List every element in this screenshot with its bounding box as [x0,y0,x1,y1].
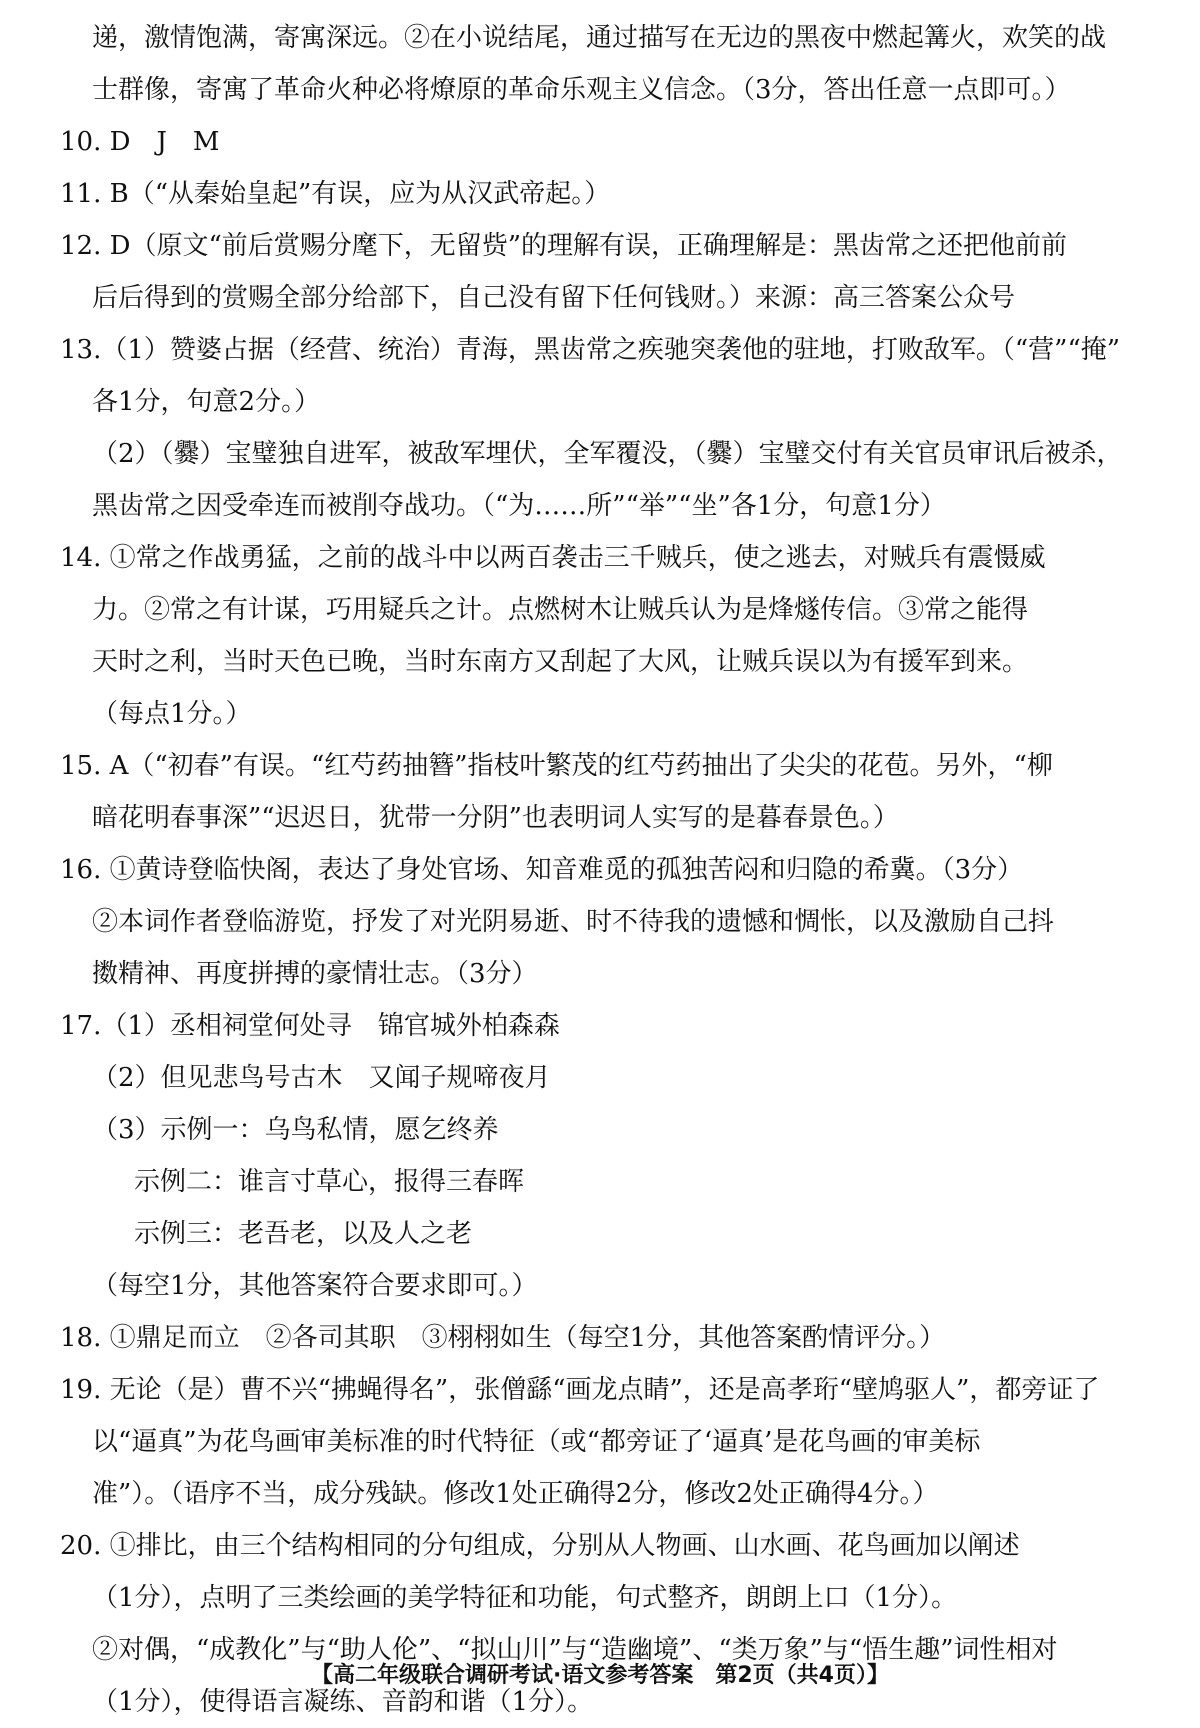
text-line: 准”）。（语序不当，成分残缺。修改1处正确得2分，修改2处正确得4分。） [92,1479,939,1509]
text-line: 14. ①常之作战勇猛，之前的战斗中以两百袭击三千贼兵，使之逃去，对贼兵有震慑威 [60,543,1046,573]
text-line: 后后得到的赏赐全部分给部下，自己没有留下任何钱财。）来源：高三答案公众号 [92,283,1016,313]
answer-item-20 [60,1520,1140,1728]
text-line: （每空1分，其他答案符合要求即可。） [92,1271,538,1301]
text-line: 黑齿常之因受牵连而被削夺战功。（“为……所”“举”“坐”各1分，句意1分） [92,491,946,521]
text-line: 擞精神、再度拼搏的豪情壮志。（3分） [92,959,538,989]
text-line: （每点1分。） [92,699,252,729]
text-line: 天时之利，当时天色已晚，当时东南方又刮起了大风，让贼兵误以为有援军到来。 [92,647,1029,677]
text-line: 递，激情饱满，寄寓深远。②在小说结尾，通过描写在无边的黑夜中燃起篝火，欢笑的战 [92,23,1107,53]
answer-item-15 [60,740,1140,844]
text-line: 暗花明春事深”“迟迟日，犹带一分阴”也表明词人实写的是暮春景色。） [92,803,899,833]
text-line: 示例三：老吾老，以及人之老 [134,1219,473,1249]
text-line: ②本词作者登临游览，抒发了对光阴易逝、时不待我的遗憾和惆怅，以及激励自己抖 [92,907,1055,937]
text-line: （3）示例一：乌鸟私情，愿乞终养 [92,1115,499,1145]
text-line: 10. D J M [60,127,220,157]
text-line: 12. D（原文“前后赏赐分麾下，无留赀”的理解有误，正确理解是：黑齿常之还把他前前 [60,231,1068,261]
text-line: ②对偶，“成教化”与“助人伦”、“拟山川”与“造幽境”、“类万象”与“悟生趣”词性相对 [92,1635,1058,1665]
answer-item-9-continued [60,12,1140,116]
answer-item-13 [60,324,1140,532]
text-line: 13.（1）赞婆占据（经营、统治）青海，黑齿常之疾驰突袭他的驻地，打败敌军。（“营”“掩” [60,335,1121,365]
text-line: 18. ①鼎足而立 ②各司其职 ③栩栩如生（每空1分，其他答案酌情评分。） [60,1323,946,1353]
text-line: （2）但见悲鸟号古木 又闻子规啼夜月 [92,1063,551,1093]
text-line: 15. A（“初春”有误。“红芍药抽簪”指枝叶繁茂的红芍药抽出了尖尖的花苞。另外，“柳 [60,751,1053,781]
answer-item-17 [60,1000,1140,1312]
text-line: 各1分，句意2分。） [92,387,321,417]
text-line: （1分），点明了三类绘画的美学特征和功能，句式整齐，朗朗上口（1分）。 [92,1583,958,1613]
answer-item-16 [60,844,1140,1000]
text-line: 以“逼真”为花鸟画审美标准的时代特征（或“都旁证了‘逼真’是花鸟画的审美标 [92,1427,981,1457]
text-line: 16. ①黄诗登临快阁，表达了身处官场、知音难觅的孤独苦闷和归隐的希冀。（3分） [60,855,1024,885]
page-footer: 【高二年级联合调研考试·语文参考答案 第2页（共4页）】 [311,1663,889,1688]
text-line: 力。②常之有计谋，巧用疑兵之计。点燃树木让贼兵认为是烽燧传信。③常之能得 [92,595,1029,625]
text-line: 士群像，寄寓了革命火种必将燎原的革命乐观主义信念。（3分，答出任意一点即可。） [92,75,1071,105]
answer-item-18 [60,1312,1140,1364]
text-line: 示例二：谁言寸草心，报得三春晖 [134,1167,525,1197]
answer-item-14 [60,532,1140,740]
text-line: （2）（爨）宝璧独自进军，被敌军埋伏，全军覆没，（爨）宝璧交付有关官员审讯后被杀， [92,439,1123,469]
text-line: 11. B（“从秦始皇起”有误，应为从汉武帝起。） [60,179,611,209]
text-line: （1分），使得语言凝练、音韵和谐（1分）。 [92,1687,594,1717]
text-line: 17.（1）丞相祠堂何处寻 锦官城外柏森森 [60,1011,560,1041]
answer-item-11 [60,168,1140,220]
text-line: 19. 无论（是）曹不兴“拂蝇得名”，张僧繇“画龙点睛”，还是高孝珩“壁鸠驱人”，都旁证了 [60,1375,1100,1405]
answer-item-10 [60,116,1140,168]
answer-item-12 [60,220,1140,324]
answer-item-19 [60,1364,1140,1520]
text-line: 20. ①排比，由三个结构相同的分句组成，分别从人物画、山水画、花鸟画加以阐述 [60,1531,1020,1561]
